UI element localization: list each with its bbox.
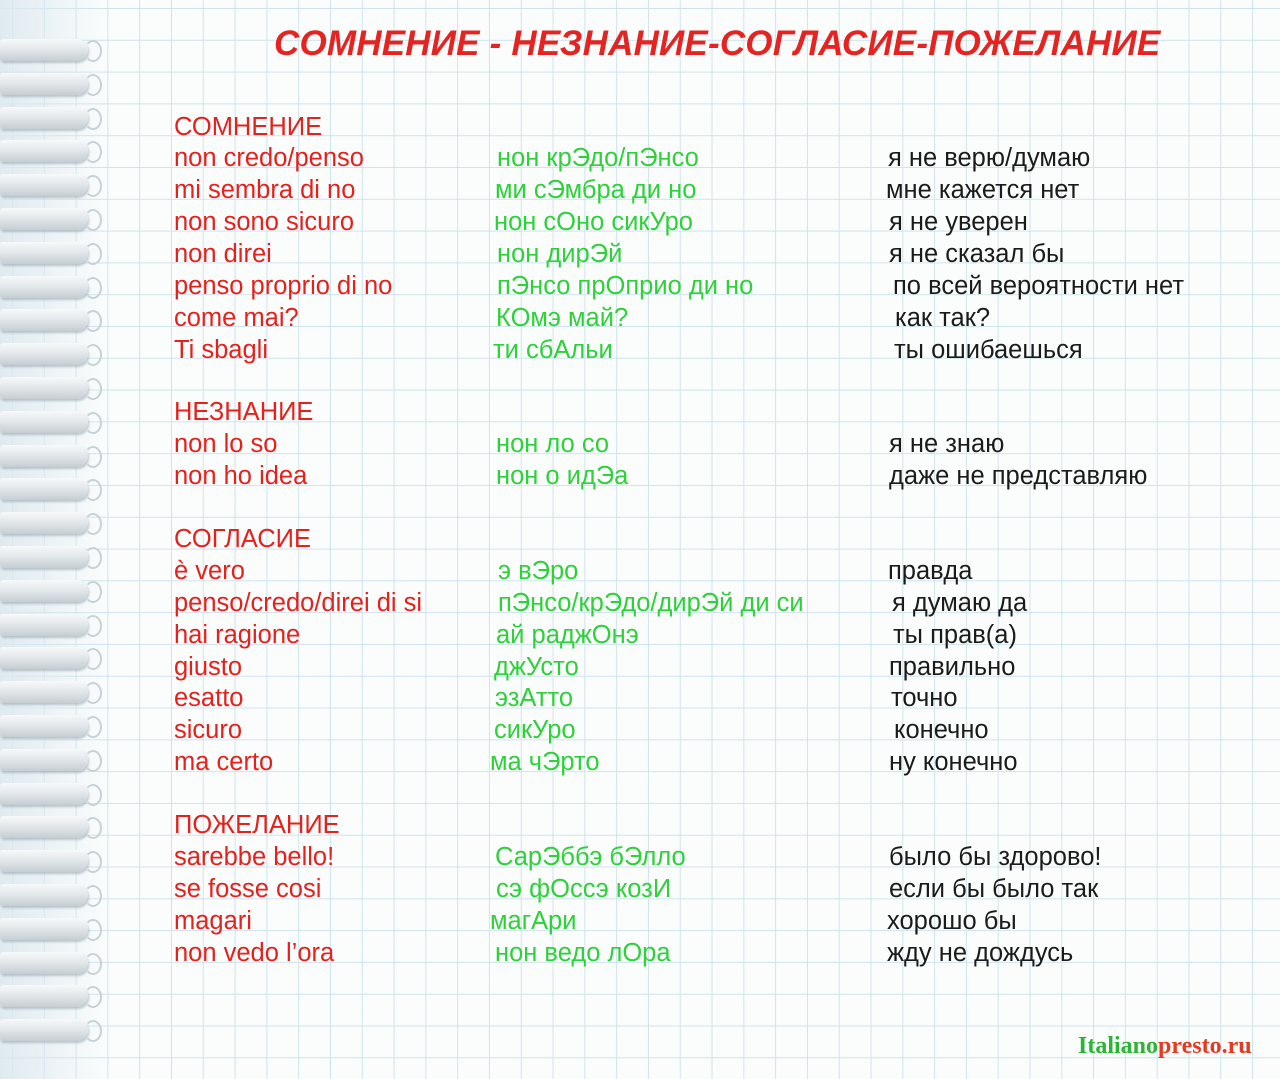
russian-translation: хорошо бы: [887, 907, 1017, 935]
italian-phrase: non credo/penso: [174, 144, 364, 172]
section-heading: СОМНЕНИЕ: [174, 113, 323, 141]
italian-phrase: mi sembra di no: [174, 176, 356, 204]
italian-phrase: penso/credo/direi di si: [174, 589, 423, 617]
binding-ring: [0, 273, 104, 303]
transcription: СарЭббэ бЭлло: [495, 843, 686, 871]
transcription: КОмэ май?: [496, 304, 629, 332]
brand-logo: [1078, 1033, 1252, 1060]
russian-translation: ты ошибаешься: [894, 336, 1083, 364]
binding-ring: [0, 780, 104, 810]
italian-phrase: sicuro: [174, 716, 243, 744]
binding-ring: [0, 813, 104, 843]
binding-ring: [0, 611, 104, 641]
binding-ring: [0, 442, 104, 472]
russian-translation: я не уверен: [889, 208, 1028, 236]
binding-ring: [0, 239, 104, 269]
transcription: джУсто: [494, 653, 579, 681]
binding-ring: [0, 340, 104, 370]
transcription: эзАтто: [495, 684, 574, 712]
binding-ring: [0, 475, 104, 505]
italian-phrase: esatto: [174, 684, 244, 712]
italian-phrase: giusto: [174, 653, 243, 681]
page-title: СОМНЕНИЕ - НЕЗНАНИЕ-СОГЛАСИЕ-ПОЖЕЛАНИЕ: [274, 24, 1161, 63]
italian-phrase: sarebbe bello!: [174, 843, 335, 871]
transcription: ма чЭрто: [490, 748, 600, 776]
russian-translation: мне кажется нет: [886, 176, 1080, 204]
binding-ring: [0, 644, 104, 674]
binding-ring: [0, 847, 104, 877]
russian-translation: я не верю/думаю: [888, 144, 1091, 172]
binding-ring: [0, 881, 104, 911]
russian-translation: жду не дождусь: [887, 939, 1074, 967]
russian-translation: я не знаю: [889, 430, 1005, 458]
transcription: нон ло со: [496, 430, 610, 458]
binding-ring: [0, 982, 104, 1012]
russian-translation: как так?: [895, 304, 991, 332]
binding-ring: [0, 746, 104, 776]
russian-translation: если бы было так: [889, 875, 1099, 903]
transcription: пЭнсо/крЭдо/дирЭй ди си: [498, 589, 804, 617]
transcription: ти сбАльи: [493, 336, 613, 364]
transcription: нон сОно сикУро: [494, 208, 693, 236]
italian-phrase: è vero: [174, 557, 245, 585]
binding-ring: [0, 543, 104, 573]
italian-phrase: hai ragione: [174, 621, 301, 649]
russian-translation: правда: [888, 557, 973, 585]
brand-part-2: presto.ru: [1158, 1033, 1252, 1059]
binding-ring: [0, 915, 104, 945]
russian-translation: я думаю да: [892, 589, 1028, 617]
transcription: ми сЭмбра ди но: [495, 176, 697, 204]
binding-ring: [0, 36, 104, 66]
section-heading: ПОЖЕЛАНИЕ: [174, 811, 340, 839]
binding-ring: [0, 205, 104, 235]
italian-phrase: non ho idea: [174, 462, 308, 490]
transcription: нон дирЭй: [497, 240, 623, 268]
transcription: пЭнсо прОприо ди но: [497, 272, 754, 300]
binding-ring: [0, 1016, 104, 1046]
binding-ring: [0, 306, 104, 336]
transcription: нон ведо лОра: [495, 939, 671, 967]
italian-phrase: Ti sbagli: [174, 336, 269, 364]
russian-translation: правильно: [889, 653, 1016, 681]
italian-phrase: se fosse cosi: [174, 875, 322, 903]
russian-translation: конечно: [894, 716, 989, 744]
russian-translation: было бы здорово!: [889, 843, 1102, 871]
italian-phrase: magari: [174, 907, 252, 935]
section-heading: НЕЗНАНИЕ: [174, 398, 314, 426]
transcription: сэ фОссэ козИ: [496, 875, 672, 903]
binding-ring: [0, 137, 104, 167]
italian-phrase: non lo so: [174, 430, 278, 458]
transcription: нон о идЭа: [496, 462, 629, 490]
binding-ring: [0, 104, 104, 134]
russian-translation: ну конечно: [889, 748, 1018, 776]
brand-part-1: Italiano: [1078, 1033, 1159, 1059]
binding-ring: [0, 949, 104, 979]
spiral-binding: [0, 0, 110, 1079]
binding-ring: [0, 509, 104, 539]
binding-ring: [0, 712, 104, 742]
russian-translation: по всей вероятности нет: [893, 272, 1185, 300]
transcription: нон крЭдо/пЭнсо: [497, 144, 699, 172]
binding-ring: [0, 70, 104, 100]
italian-phrase: non direi: [174, 240, 272, 268]
section-heading: СОГЛАСИЕ: [174, 525, 312, 553]
italian-phrase: come mai?: [174, 304, 299, 332]
binding-ring: [0, 577, 104, 607]
italian-phrase: penso proprio di no: [174, 272, 393, 300]
russian-translation: я не сказал бы: [889, 240, 1065, 268]
italian-phrase: ma certo: [174, 748, 274, 776]
italian-phrase: non sono sicuro: [174, 208, 355, 236]
binding-ring: [0, 408, 104, 438]
binding-ring: [0, 171, 104, 201]
russian-translation: даже не представляю: [889, 462, 1148, 490]
binding-ring: [0, 678, 104, 708]
binding-ring: [0, 374, 104, 404]
transcription: ай раджОнэ: [496, 621, 639, 649]
italian-phrase: non vedo l’ora: [174, 939, 335, 967]
transcription: сикУро: [494, 716, 576, 744]
russian-translation: ты прав(а): [893, 621, 1017, 649]
russian-translation: точно: [891, 684, 958, 712]
transcription: магАри: [490, 907, 577, 935]
transcription: э вЭро: [498, 557, 579, 585]
